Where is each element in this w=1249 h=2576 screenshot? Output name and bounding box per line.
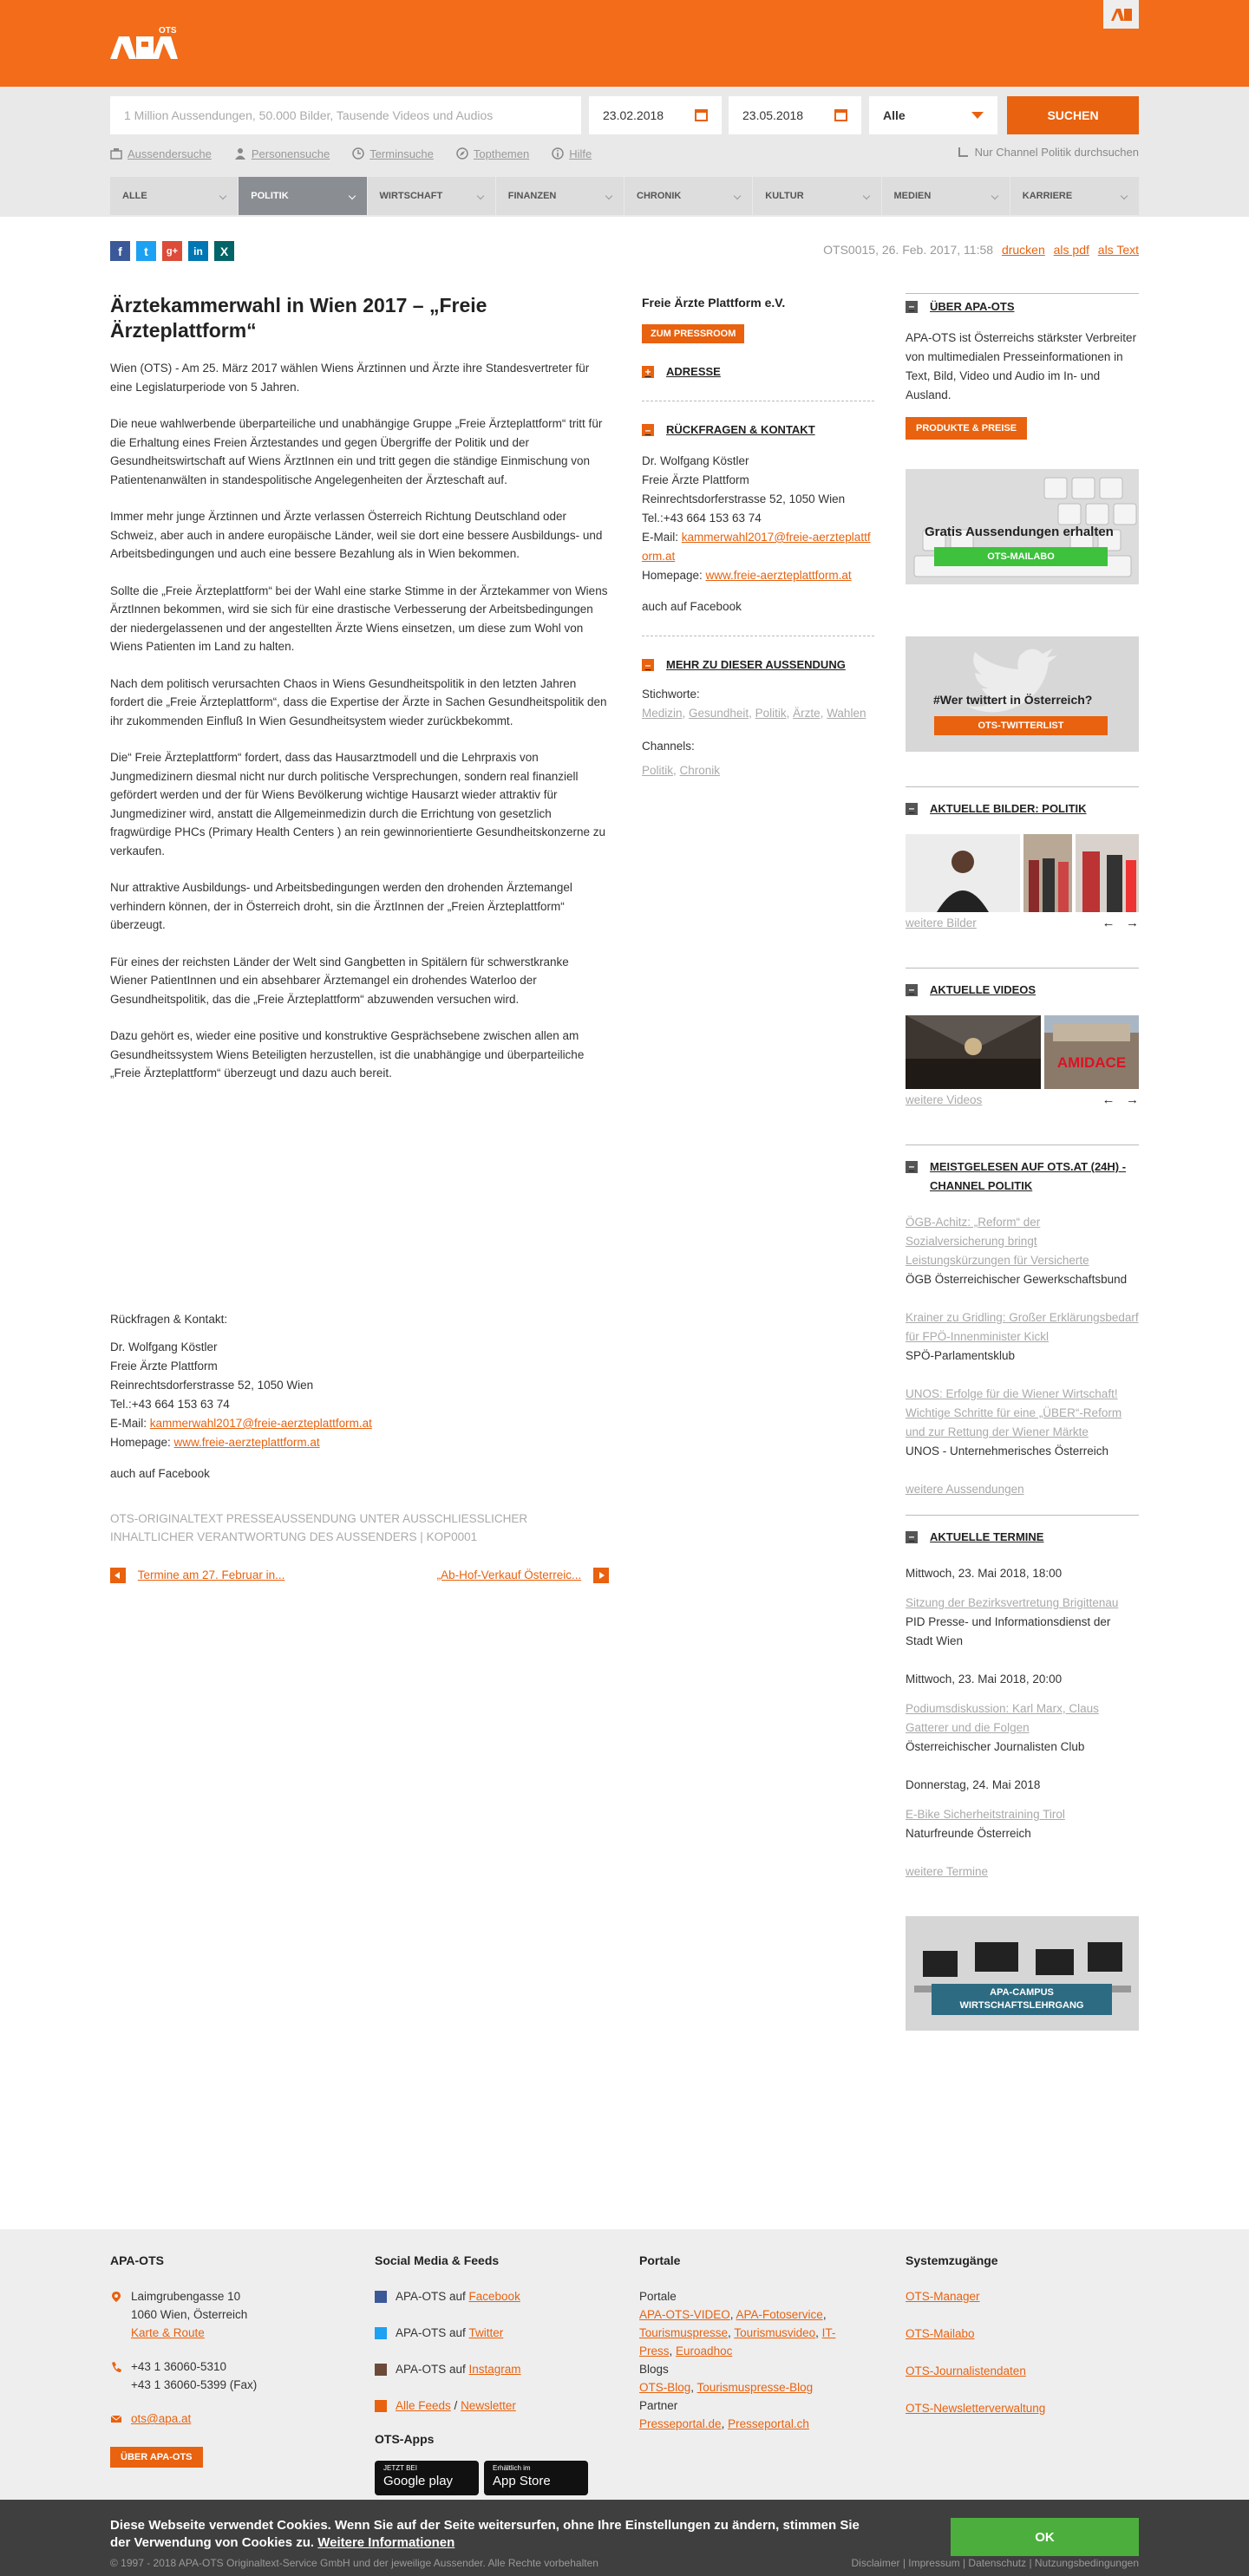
compass-icon <box>456 147 468 160</box>
cookie-text: Diese Webseite verwendet Cookies. Wenn Sie auf der Seite weitersurfen, ohne Ihre Einstellungen zu ändern, stimmen Sie der Verwendung von Cookies zu. Weitere Informationen <box>110 2518 860 2550</box>
sender-info <box>642 293 874 780</box>
minus-icon: – <box>642 424 654 436</box>
footer-twitter-link[interactable]: Twitter <box>468 2326 504 2339</box>
more-toggle[interactable]: – MEHR ZU DIESER AUSSENDUNG <box>642 655 874 675</box>
apa-small-logo-icon <box>1108 6 1135 23</box>
list-item: UNOS: Erfolge für die Wiener Wirtschaft! Wichtige Schritte für eine „ÜBER“-Reform und zur Rettung der Wiener Märkte UNOS - Unternehmerisches Österreich <box>906 1387 1122 1458</box>
article-contact <box>110 1310 609 1484</box>
twitter-bird-icon <box>958 645 1062 723</box>
more-events-link[interactable]: weitere Termine <box>906 1865 989 1878</box>
article-paragraph: Sollte die „Freie Ärzteplattform“ bei der Wahl eine starke Stimme in der Ärztekammer von Wiens ÄrztInnen bekommen, wird sie sich für eine drastische Verbesserung der Arbeitsbedingungen der niedergelassenen und der angestellten Ärzte Wiens einsetzen, um diese zum Wohl von Wiens Patienten im Land zu halten. <box>110 584 608 653</box>
search-input[interactable] <box>110 96 581 134</box>
keyword-link[interactable]: Politik <box>755 707 787 720</box>
contact-tel: Tel.:+43 664 153 63 74 <box>110 1398 230 1411</box>
date-to-value: 23.05.2018 <box>742 108 804 122</box>
pressroom-button[interactable]: ZUM PRESSROOM <box>642 324 744 343</box>
video-thumbnail-image[interactable] <box>906 1015 1041 1089</box>
linkedin-icon[interactable]: in <box>188 241 208 261</box>
more-videos-link[interactable]: weitere Videos <box>906 1093 983 1106</box>
tab-finanzen[interactable]: FINANZEN <box>496 177 624 215</box>
videos-strip <box>906 1015 1139 1089</box>
minus-icon: – <box>906 1161 918 1173</box>
footer-facebook-link[interactable]: Facebook <box>468 2290 520 2303</box>
type-select[interactable] <box>869 96 997 134</box>
building-icon <box>110 147 122 160</box>
chevron-down-icon <box>971 112 984 119</box>
arrow-right-icon[interactable]: → <box>1126 916 1139 930</box>
print-link[interactable]: drucken <box>1001 243 1045 257</box>
events-head[interactable]: – AKTUELLE TERMINE <box>906 1528 1139 1547</box>
contact-name: Dr. Wolfgang Köstler <box>110 1340 218 1353</box>
app-store-badge[interactable]: Erhältlich im App Store <box>484 2461 588 2495</box>
news-photo-image[interactable] <box>1023 834 1072 912</box>
divider <box>906 786 1139 787</box>
portal-link[interactable]: Tourismusvideo <box>734 2326 816 2339</box>
person-icon <box>234 147 246 160</box>
blog-link[interactable]: Tourismuspresse-Blog <box>696 2381 814 2394</box>
text-link[interactable]: als Text <box>1097 243 1139 257</box>
checkbox-icon[interactable] <box>958 147 968 157</box>
prev-next-nav <box>110 1568 609 1585</box>
divider <box>906 1515 1139 1516</box>
tab-wirtschaft[interactable]: WIRTSCHAFT <box>368 177 496 215</box>
calendar-icon[interactable] <box>695 109 708 121</box>
contact-facebook: auch auf Facebook <box>110 1467 210 1480</box>
channel-tabs <box>110 177 1139 215</box>
about-apa-button[interactable]: ÜBER APA-OTS <box>110 2447 203 2468</box>
apa-ots-logo[interactable] <box>110 24 188 66</box>
cookie-ok-button[interactable]: OK <box>951 2518 1139 2556</box>
xing-icon[interactable]: X <box>214 241 234 261</box>
svg-text:OTS: OTS <box>159 26 177 36</box>
article <box>110 293 609 1101</box>
carousel-arrows <box>1102 914 1139 933</box>
minus-icon: – <box>642 659 654 671</box>
pdf-link[interactable]: als pdf <box>1053 243 1089 257</box>
carousel-arrows <box>1102 1091 1139 1110</box>
chevron-down-icon <box>862 192 869 199</box>
contact-toggle[interactable]: – RÜCKFRAGEN & KONTAKT <box>642 421 874 440</box>
tab-politik[interactable]: POLITIK <box>239 177 367 215</box>
mailabo-banner[interactable] <box>906 469 1139 584</box>
portal-link[interactable]: APA-Fotoservice <box>736 2308 823 2321</box>
arrow-right-icon[interactable]: → <box>1126 1092 1139 1107</box>
article-paragraph: Für eines der reichsten Länder der Welt sind Gangbetten in Spitälern für schwerstkranke Wiener PatientInnen und ein absehbarer Ärztemangel ein drohendes Waterloo der Gesundheitspolitik, das die „Freie Ärzteplattform“ abzuwenden versuchen wird. <box>110 955 569 1006</box>
news-photo-image[interactable] <box>906 834 1020 912</box>
article-paragraph: Wien (OTS) - Am 25. März 2017 wählen Wiens Ärztinnen und Ärzte ihre Standesvertreter für eine Legislaturperiode von 5 Jahren. <box>110 362 590 394</box>
footer-col-social: Social Media & Feeds APA-OTS auf Facebook APA-OTS auf Twitter APA-OTS auf Instagram Alle Feeds / Newsletter OTS-Apps JETZT BEI Google play Erhältlich im App Store <box>375 2252 600 2495</box>
list-item: Donnerstag, 24. Mai 2018 E-Bike Sicherheitstraining Tirol Naturfreunde Österreich <box>906 1778 1065 1840</box>
partner-link[interactable]: Presseportal.ch <box>728 2417 809 2430</box>
contact-email-link[interactable]: kammerwahl2017@freie-aerzteplattform.at <box>149 1417 372 1430</box>
about-head[interactable]: – ÜBER APA-OTS <box>906 297 1139 316</box>
twitter-icon[interactable]: t <box>136 241 156 261</box>
next-release-link[interactable]: „Ab-Hof-Verkauf Österreic... <box>436 1568 582 1581</box>
news-photo-image[interactable] <box>1076 834 1139 912</box>
chevron-down-icon <box>477 192 484 199</box>
keywords-list: Medizin, Gesundheit, Politik, Ärzte, Wahlen <box>642 707 866 720</box>
more-releases-link[interactable]: weitere Aussendungen <box>906 1483 1024 1496</box>
date-from-value: 23.02.2018 <box>603 108 664 122</box>
more-images-link[interactable]: weitere Bilder <box>906 916 977 929</box>
hilfe-link[interactable]: Hilfe <box>552 147 592 160</box>
ots-mailabo-link[interactable]: OTS-Mailabo <box>906 2327 975 2340</box>
minus-icon: – <box>906 984 918 996</box>
video-overlay-text: AMIDACE <box>1056 1054 1127 1071</box>
keyword-link[interactable]: Gesundheit <box>689 707 749 720</box>
list-item: Mittwoch, 23. Mai 2018, 20:00 Podiumsdiskussion: Karl Marx, Claus Gatterer und die Folgen Österreichischer Journalisten Club <box>906 1673 1099 1753</box>
tab-karriere[interactable]: KARRIERE <box>1010 177 1139 215</box>
minus-icon: – <box>906 1531 918 1543</box>
channel-link[interactable]: Chronik <box>679 764 721 777</box>
chevron-down-icon <box>991 192 998 199</box>
ots-newsletterverwaltung-link[interactable]: OTS-Newsletterverwaltung <box>906 2402 1046 2415</box>
article-title: Ärztekammerwahl in Wien 2017 – „Freie Ärzteplattform“ <box>110 294 487 342</box>
videos-head[interactable]: – AKTUELLE VIDEOS <box>906 981 1139 1000</box>
sender-homepage-link[interactable]: www.freie-aerzteplattform.at <box>705 569 852 582</box>
keyword-link[interactable]: Wahlen <box>827 707 866 720</box>
tab-medien[interactable]: MEDIEN <box>882 177 1010 215</box>
article-paragraph: Immer mehr junge Ärztinnen und Ärzte verlassen Österreich Richtung Deutschland oder Schweiz, aber auch in andere europäische Länder, weil sie dort eine bessere Ausbildungs- und Arbeitsbedingungen und auch eine bessere Bezahlung als in Wien bekommen. <box>110 510 603 560</box>
contact-heading: Rückfragen & Kontakt: <box>110 1313 228 1326</box>
footer-col-system: Systemzugänge OTS-Manager OTS-Mailabo OTS-Journalistendaten OTS-Newsletterverwaltung <box>906 2253 1046 2415</box>
arrow-left-icon[interactable]: ← <box>1102 916 1115 930</box>
facebook-icon[interactable]: f <box>110 241 130 261</box>
sender-name: Freie Ärzte Plattform e.V. <box>642 296 786 310</box>
images-head[interactable]: – AKTUELLE BILDER: POLITIK <box>906 799 1139 818</box>
footer-email-link[interactable]: ots@apa.at <box>131 2412 192 2425</box>
clock-icon <box>352 147 364 160</box>
address-toggle[interactable]: + ADRESSE <box>642 362 874 382</box>
type-select-value: Alle <box>883 108 906 122</box>
twitter-icon <box>375 2327 387 2339</box>
portal-link[interactable]: Euroadhoc <box>676 2344 733 2358</box>
twitter-text: #Wer twittert in Österreich? <box>933 693 1093 707</box>
channels-label: Channels: <box>642 740 695 753</box>
divider <box>906 293 1139 294</box>
arrow-left-icon[interactable]: ← <box>1102 1092 1115 1107</box>
keyword-link[interactable]: Medizin <box>642 707 683 720</box>
tab-kultur[interactable]: KULTUR <box>753 177 881 215</box>
twitterlist-banner[interactable] <box>906 636 1139 752</box>
images-strip <box>906 834 1139 912</box>
about-text: APA-OTS ist Österreichs stärkster Verbreiter von multimedialen Presseinformationen in Text, Bild, Video und Audio im In- und Ausland. <box>906 331 1137 401</box>
keyword-link[interactable]: Ärzte <box>793 707 821 720</box>
chevron-down-icon <box>734 192 741 199</box>
blog-link[interactable]: OTS-Blog <box>639 2381 691 2394</box>
release-id-date: OTS0015, 26. Feb. 2017, 11:58 <box>823 243 994 257</box>
share-bar <box>110 241 240 261</box>
arrow-right-icon <box>593 1568 609 1583</box>
google-plus-icon[interactable]: g+ <box>162 241 182 261</box>
copyright-text: © 1997 - 2018 APA-OTS Originaltext-Service GmbH und der jeweilige Aussender. Alle Rechte vorbehalten <box>110 2557 598 2569</box>
info-icon <box>552 147 564 160</box>
cookie-banner <box>0 2500 1249 2576</box>
newsletter-link[interactable]: Newsletter <box>461 2399 516 2412</box>
ots-journalistendaten-link[interactable]: OTS-Journalistendaten <box>906 2364 1026 2377</box>
list-item: ÖGB-Achitz: „Reform“ der Sozialversicherung bringt Leistungskürzungen für Versicherte ÖGB Österreichischer Gewerkschaftsbund <box>906 1216 1128 1286</box>
calendar-icon[interactable] <box>834 109 847 121</box>
campus-banner[interactable] <box>906 1916 1139 2031</box>
contact-address: Reinrechtsdorferstrasse 52, 1050 Wien <box>110 1379 314 1392</box>
footer-col-contact: APA-OTS Laimgrubengasse 10 1060 Wien, Österreich Karte & Route +43 1 36060-5310 +43 1 36060-5399 (Fax) ots@apa.at ÜBER APA-OTS <box>110 2252 336 2468</box>
events-list <box>906 1564 1139 1881</box>
prev-release-link[interactable]: Termine am 27. Februar in... <box>137 1568 285 1581</box>
mail-icon <box>110 2413 122 2425</box>
minus-icon: – <box>906 803 918 815</box>
contact-org: Freie Ärzte Plattform <box>110 1360 218 1373</box>
site-header <box>0 0 1249 87</box>
campus-button[interactable]: APA-CAMPUS WIRTSCHAFTSLEHRGANG <box>932 1984 1112 2015</box>
right-sidebar <box>906 293 1139 2031</box>
article-paragraph: Nur attraktive Ausbildungs- und Arbeitsbedingungen werden den drohenden Ärztemangel verhindern können, der in Österreich droht, sin die ÄrztInnen der „Freien Ärzteplattform“ überzeugt. <box>110 881 572 931</box>
article-paragraph: Die“ Freie Ärzteplattform“ fordert, dass das Hausarztmodell und die Lehrpraxis von Jungmedizinern diesmal nicht nur durch politische Versprechungen, sondern real finanziell gefördert werden und der für Wiens Bevölkerung wichtige Hausarzt wieder attraktiv für Jungmediziner wird, anstatt die Allgemeinmedizin durch die Errichtung von gesetzlich fragwürdige PHCs (Primary Health Centers ) an rein gewinnorientierte Gesundheitskonzerne zu verkaufen. <box>110 751 606 858</box>
chevron-down-icon <box>219 192 226 199</box>
chevron-down-icon <box>348 192 355 199</box>
portal-link[interactable]: IT-Press <box>639 2326 836 2358</box>
ots-manager-link[interactable]: OTS-Manager <box>906 2290 980 2303</box>
article-paragraph: Dazu gehört es, wieder eine positive und konstruktive Gesprächsebene zwischen allen am Gesundheitssystem Wiens Beteiligten herzustellen, ist die unabhängige und überparteiliche „Freie Ärzteplattform“ überzeugt und dazu auch bereit. <box>110 1029 585 1079</box>
portal-link[interactable]: Tourismuspresse <box>639 2326 729 2339</box>
instagram-icon <box>375 2364 387 2376</box>
facebook-icon <box>375 2291 387 2303</box>
search-button[interactable]: SUCHEN <box>1007 96 1139 134</box>
minus-icon: – <box>906 301 918 313</box>
portal-link[interactable]: APA-OTS-VIDEO <box>639 2308 730 2321</box>
date-to-field[interactable] <box>729 96 861 134</box>
prev-release[interactable] <box>110 1568 284 1583</box>
channels-list: Politik, Chronik <box>642 764 721 777</box>
search-band <box>0 87 1249 217</box>
article-paragraph: Die neue wahlwerbende überparteiliche und unabhängige Gruppe „Freie Ärzteplattform“ tritt für die Erhaltung eines Freien Ärztestandes und gegen Übergriffe der Politik und der Gesundheitswirtschaft auf Wiens ÄrztInnen ein und tritt gegen die ständige Einmischung von Patientenanwälten in standespolitische Angelegenheiten der Ärzteschaft auf. <box>110 417 603 486</box>
cookie-more-info-link[interactable]: Weitere Informationen <box>317 2535 455 2550</box>
copyright-bar <box>110 2557 1139 2569</box>
chevron-down-icon <box>1121 192 1128 199</box>
phone-icon <box>110 2361 122 2373</box>
tab-alle[interactable]: ALLE <box>110 177 239 215</box>
next-release[interactable] <box>437 1568 609 1583</box>
twitterlist-button[interactable]: OTS-TWITTERLIST <box>934 716 1108 735</box>
sender-email-link[interactable]: kammerwahl2017@freie-aerzteplattform.at <box>642 531 871 563</box>
products-button[interactable]: PRODUKTE & PREISE <box>906 417 1027 440</box>
apa-corner-logo[interactable] <box>1103 0 1139 29</box>
mailabo-button[interactable]: OTS-MAILABO <box>934 547 1108 566</box>
search-sublinks <box>110 144 614 163</box>
date-from-field[interactable] <box>589 96 722 134</box>
google-play-badge[interactable]: JETZT BEI Google play <box>375 2461 479 2495</box>
contact-homepage-link[interactable]: www.freie-aerzteplattform.at <box>173 1436 320 1449</box>
arrow-left-icon <box>110 1568 126 1583</box>
sender-contact: Dr. Wolfgang Köstler Freie Ärzte Plattform Reinrechtsdorferstrasse 52, 1050 Wien Tel.:+43 664 153 63 74 E-Mail: kammerwahl2017@freie-aerzteplattform.at Homepage: www.freie-aerzteplattform.at auch auf Facebook <box>642 454 871 613</box>
channel-link[interactable]: Politik <box>642 764 674 777</box>
plus-icon: + <box>642 366 654 378</box>
release-meta <box>823 243 1139 257</box>
map-route-link[interactable]: Karte & Route <box>131 2326 205 2339</box>
article-paragraph: Nach dem politisch verursachten Chaos in Wiens Gesundheitspolitik in den letzten Jahren fordert die „Freie Ärzteplattform“, dass die Expertise der Ärzte in Sachen Gesundheitspolitik den ihr zukommenden Einfluß In Wien Gesundheitsystem wieder zurückbekommt. <box>110 676 607 727</box>
channel-only-checkbox[interactable]: Nur Channel Politik durchsuchen <box>958 146 1139 159</box>
mailabo-text: Gratis Aussendungen erhalten <box>925 525 1114 539</box>
contact-email-row: E-Mail: kammerwahl2017@freie-aerzteplattform.at <box>110 1417 372 1430</box>
legal-links[interactable]: Disclaimer | Impressum | Datenschutz | Nutzungsbedingungen <box>851 2557 1139 2569</box>
all-feeds-link[interactable]: Alle Feeds <box>396 2399 451 2412</box>
personensuche-link[interactable]: Personensuche <box>234 147 330 160</box>
origtext-notice: OTS-ORIGINALTEXT PRESSEAUSSENDUNG UNTER AUSSCHLIESSLICHER INHALTLICHER VERANTWORTUNG DES AUSSENDERS | KOP0001 <box>110 1512 528 1543</box>
contact-homepage-row: Homepage: www.freie-aerzteplattform.at <box>110 1436 320 1449</box>
partner-link[interactable]: Presseportal.de <box>639 2417 722 2430</box>
video-thumbnail-image[interactable] <box>1044 1015 1139 1089</box>
keywords-label: Stichworte: <box>642 688 700 701</box>
rss-icon <box>375 2400 387 2412</box>
list-item: Mittwoch, 23. Mai 2018, 18:00 Sitzung der Bezirksvertretung Brigittenau PID Presse- und Informationsdienst der Stadt Wien <box>906 1567 1119 1647</box>
list-item: Krainer zu Gridling: Großer Erklärungsbedarf für FPÖ-Innenminister Kickl SPÖ-Parlamentsklub <box>906 1311 1139 1362</box>
terminsuche-link[interactable]: Terminsuche <box>352 147 434 160</box>
footer-col-portale: Portale Portale APA-OTS-VIDEO, APA-Fotoservice, Tourismuspresse, Tourismusvideo, IT-Press, Euroadhoc Blogs OTS-Blog, Tourismuspresse-Blog Partner Presseportal.de, Presseportal.ch <box>639 2253 836 2430</box>
mostread-list <box>906 1213 1139 1499</box>
topthemen-link[interactable]: Topthemen <box>456 147 529 160</box>
aussendersuche-link[interactable]: Aussendersuche <box>110 147 212 160</box>
footer-instagram-link[interactable]: Instagram <box>468 2363 521 2376</box>
mostread-head[interactable]: – MEISTGELESEN AUF OTS.AT (24H) - CHANNEL POLITIK <box>906 1158 1139 1196</box>
tab-chronik[interactable]: CHRONIK <box>624 177 753 215</box>
location-pin-icon <box>110 2291 122 2303</box>
chevron-down-icon <box>605 192 612 199</box>
